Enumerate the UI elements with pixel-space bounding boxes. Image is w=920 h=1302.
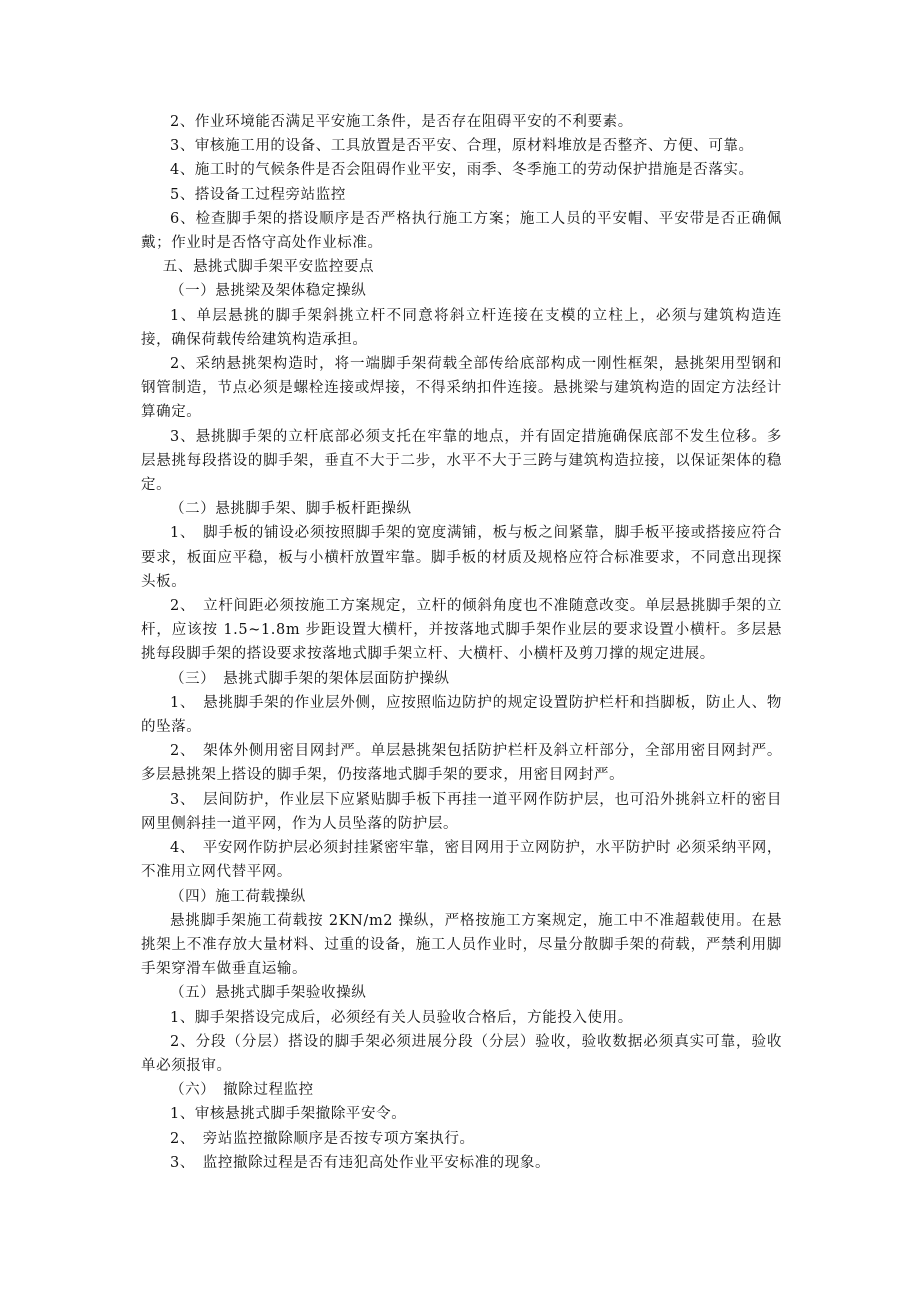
paragraph: 2、 立杆间距必须按施工方案规定，立杆的倾斜角度也不准随意改变。单层悬挑脚手架的立杆，应该按 1.5~1.8m 步距设置大横杆，并按落地式脚手架作业层的要求设置小横杆。多层悬挑每段脚手架的搭设要求按落地式脚手架立杆、大横杆、小横杆及剪刀撑的规定进展。 [141,598,782,663]
document-page [141,110,782,1175]
subsection-heading: （一）悬挑梁及架体稳定操纵 [170,283,367,300]
subsection-heading: （四）施工荷载操纵 [170,888,306,905]
paragraph: 3、 监控撤除过程是否有违犯高处作业平安标准的现象。 [170,1154,551,1171]
paragraph: 6、检查脚手架的搭设顺序是否严格执行施工方案；施工人员的平安帽、平安带是否正确佩戴；作业时是否恪守高处作业标准。 [141,210,782,252]
paragraph: 2、 架体外侧用密目网封严。单层悬挑架包括防护栏杆及斜立杆部分，全部用密目网封严。多层悬挑架上搭设的脚手架，仍按落地式脚手架的要求，用密目网封严。 [141,743,782,784]
paragraph: 3、 层间防护，作业层下应紧贴脚手板下再挂一道平网作防护层，也可沿外挑斜立杆的密目网里侧斜挂一道平网，作为人员坠落的防护层。 [141,791,782,832]
paragraph: 5、搭设备工过程旁站监控 [170,186,346,203]
section-heading: 五、悬挑式脚手架平安监控要点 [162,259,375,276]
paragraph: 2、 旁站监控撤除顺序是否按专项方案执行。 [170,1130,475,1147]
paragraph: 1、审核悬挑式脚手架撤除平安令。 [170,1106,407,1123]
paragraph: 1、脚手架搭设完成后，必须经有关人员验收合格后，方能投入使用。 [170,1009,633,1026]
paragraph: 1、 脚手板的铺设必须按照脚手架的宽度满铺，板与板之间紧靠，脚手板平接或搭接应符合要求，板面应平稳，板与小横杆放置牢靠。脚手板的材质及规格应符合标准要求，不同意出现探头板。 [141,525,782,590]
paragraph: 4、 平安网作防护层必须封挂紧密牢靠，密目网用于立网防护，水平防护时 必须采纳平网，不准用立网代替平网。 [141,840,782,881]
paragraph: 2、采纳悬挑架构造时，将一端脚手架荷载全部传给底部构成一刚性框架，悬挑架用型钢和钢管制造，节点必须是螺栓连接或焊接，不得采纳扣件连接。悬挑梁与建筑构造的固定方法经计算确定。 [141,356,782,421]
paragraph: 3、审核施工用的设备、工具放置是否平安、合理，原材料堆放是否整齐、方便、可靠。 [170,138,754,155]
paragraph: 1、单层悬挑的脚手架斜挑立杆不同意将斜立杆连接在支模的立柱上，必须与建筑构造连接，确保荷载传给建筑构造承担。 [141,307,782,348]
subsection-heading: （五）悬挑式脚手架验收操纵 [170,985,367,1002]
paragraph: 4、施工时的气候条件是否会阻碍作业平安，雨季、冬季施工的劳动保护措施是否落实。 [170,162,754,179]
subsection-heading: （三） 悬挑式脚手架的架体层面防护操纵 [170,670,450,687]
paragraph: 2、分段（分层）搭设的脚手架必须进展分段（分层）验收，验收数据必须真实可靠，验收单必须报审。 [141,1033,782,1074]
paragraph: 悬挑脚手架施工荷载按 2KN/m2 操纵，严格按施工方案规定，施工中不准超载使用。在悬挑架上不准存放大量材料、过重的设备，施工人员作业时，尽量分散脚手架的荷载，严禁利用脚手架穿滑车做垂直运输。 [141,912,782,978]
paragraph: 1、 悬挑脚手架的作业层外侧，应按照临边防护的规定设置防护栏杆和挡脚板，防止人、物的坠落。 [141,694,782,736]
paragraph: 3、悬挑脚手架的立杆底部必须支托在牢靠的地点，并有固定措施确保底部不发生位移。多层悬挑每段搭设的脚手架，垂直不大于二步，水平不大于三跨与建筑构造拉接，以保证架体的稳定。 [141,428,782,494]
subsection-heading: （二）悬挑脚手架、脚手板杆距操纵 [170,501,412,518]
subsection-heading: （六） 撤除过程监控 [170,1082,314,1099]
paragraph: 2、作业环境能否满足平安施工条件，是否存在阻碍平安的不利要素。 [170,114,633,130]
